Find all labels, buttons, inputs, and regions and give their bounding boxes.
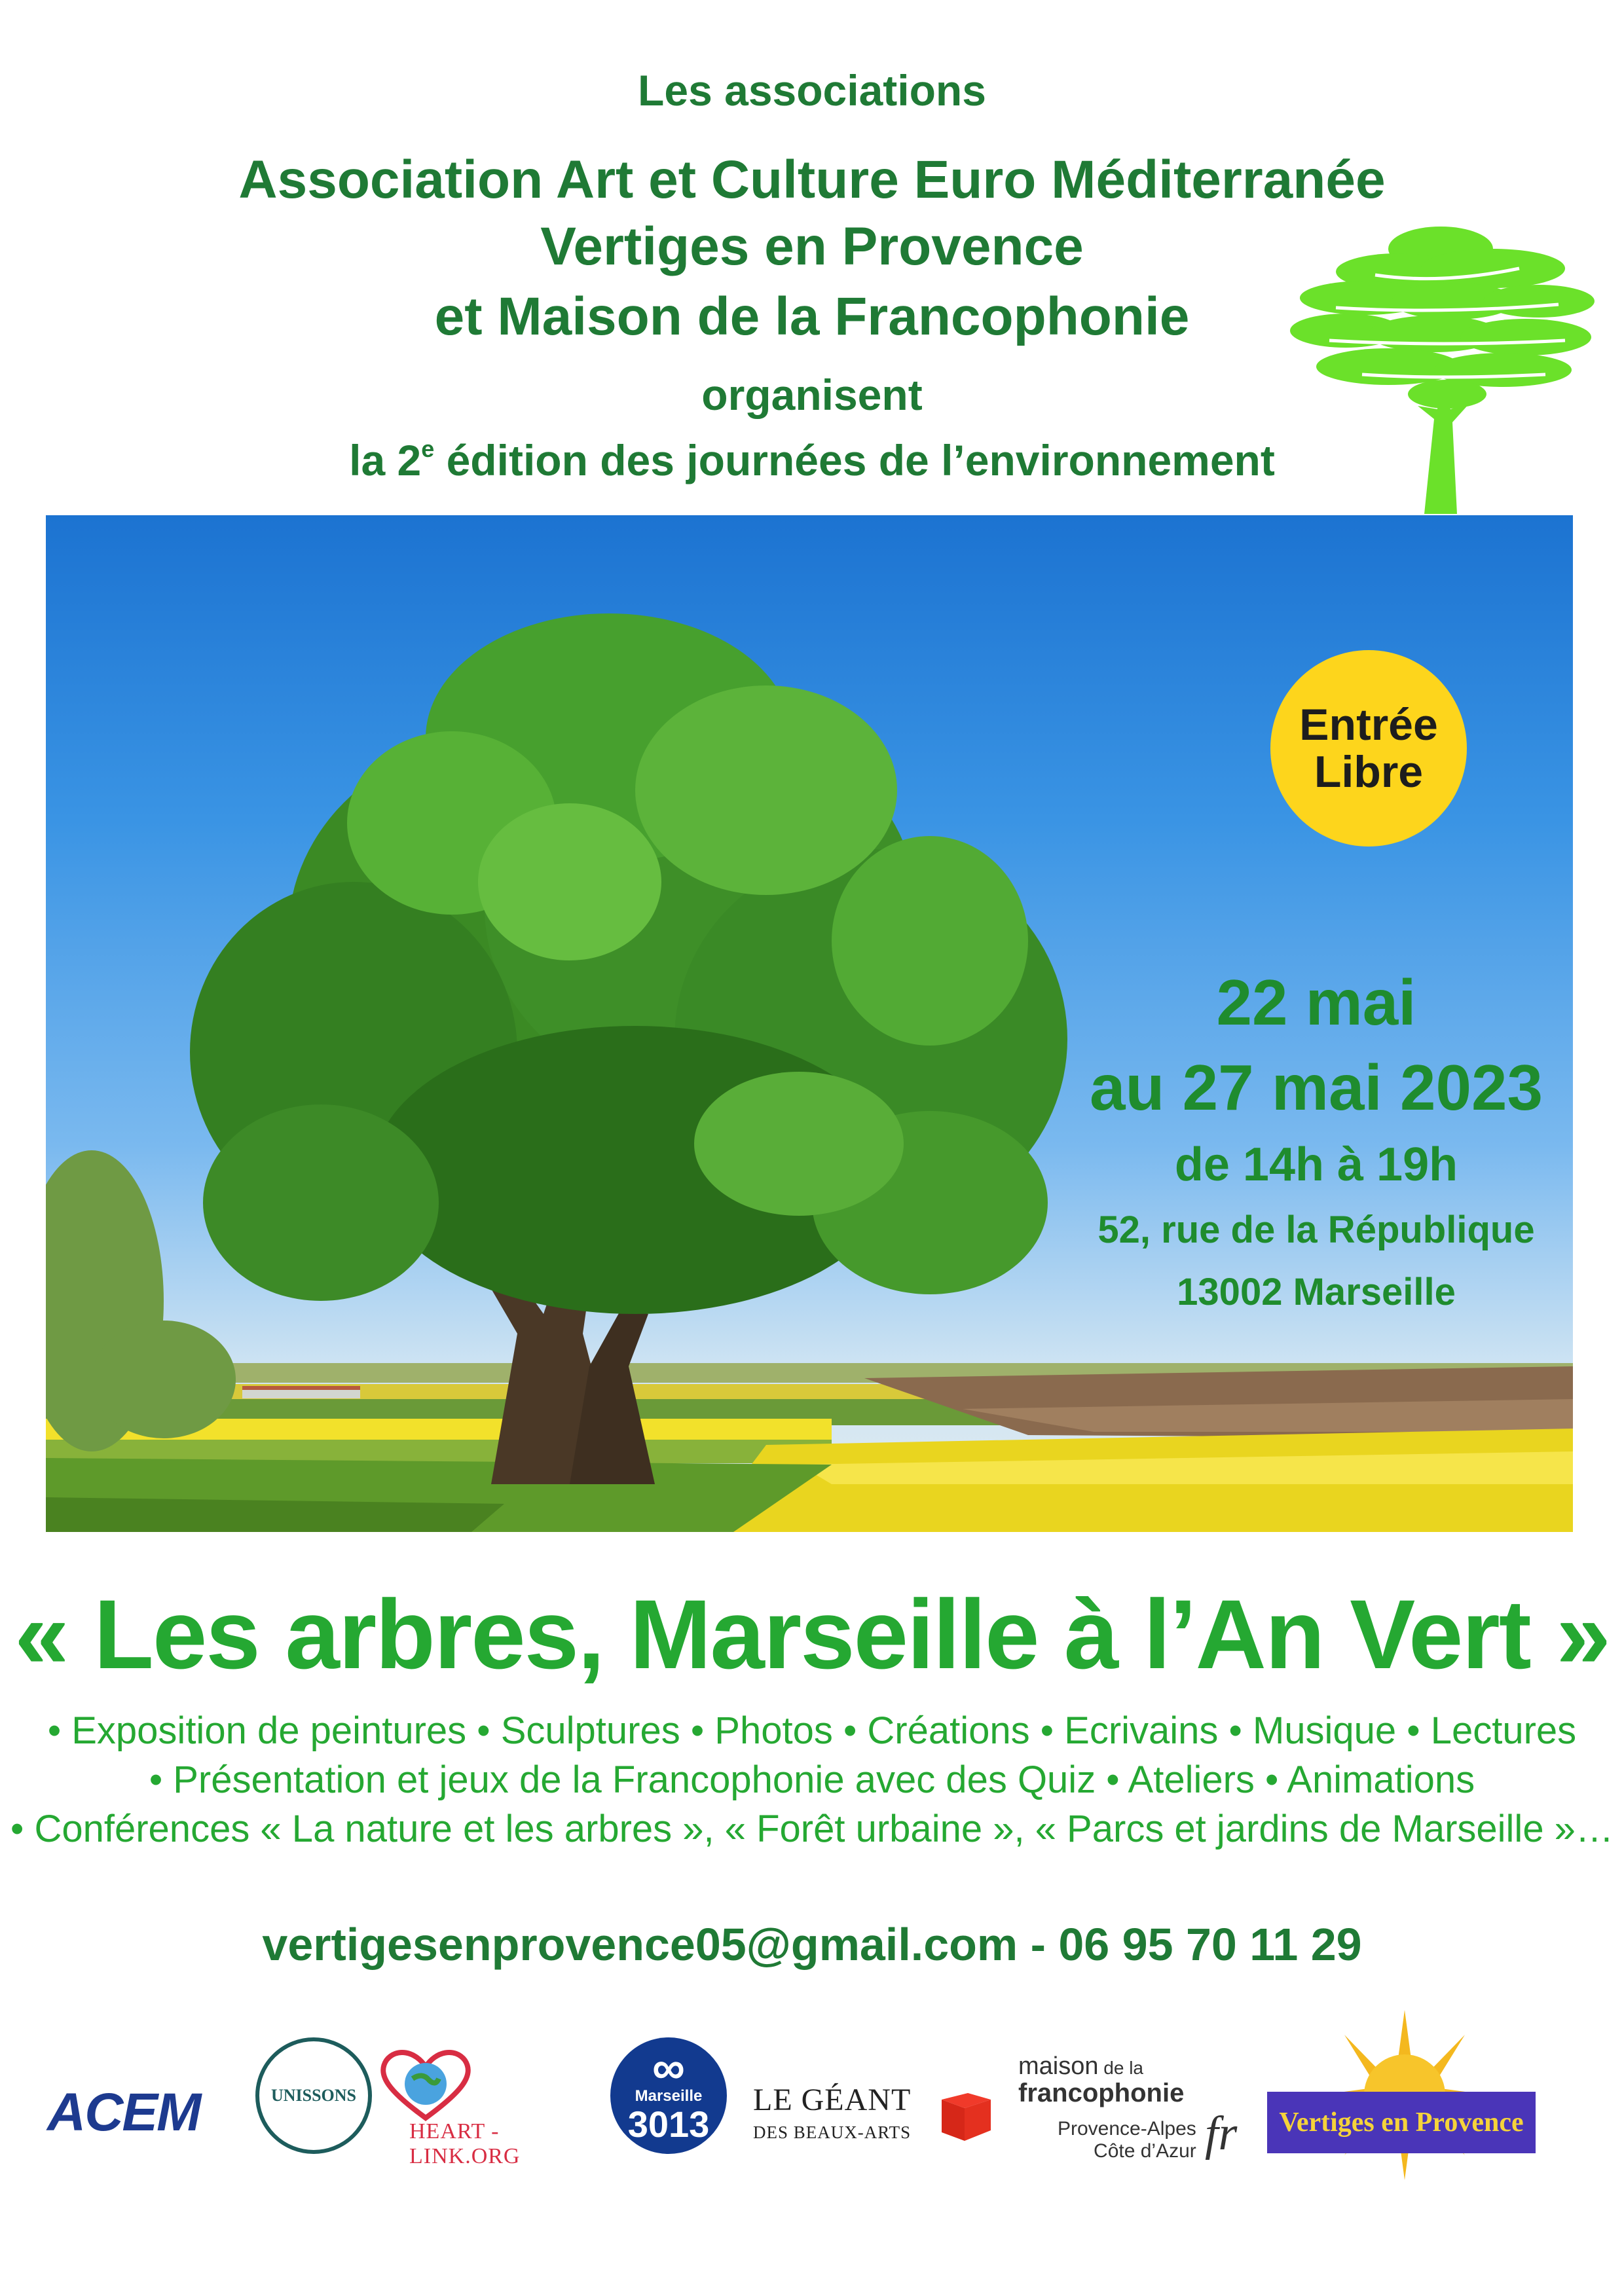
header-associations: Les associations: [638, 66, 986, 115]
marseille-3013-logo: [610, 2037, 727, 2154]
program-line: • Présentation et jeux de la Francophonie avec des Quiz • Ateliers • Animations: [149, 1758, 1475, 1801]
vertiges-en-provence-logo: [1261, 2010, 1549, 2180]
mf-logo-maison: maison de la: [1018, 2052, 1143, 2080]
header-organisent: organisent: [701, 371, 923, 419]
program-line: • Conférences « La nature et les arbres », « Forêt urbaine », « Parcs et jardins de Marseille »…: [10, 1808, 1614, 1850]
vertiges-banner: [1267, 2092, 1536, 2153]
free-entry-badge: [1270, 650, 1467, 847]
mf-logo-francophonie: francophonie: [1018, 2079, 1185, 2107]
vertiges-logo-text: Vertiges en Provence: [1279, 2107, 1524, 2138]
header-maison-francophonie: et Maison de la Francophonie: [434, 287, 1190, 346]
header-association-name: Association Art et Culture Euro Méditerranée: [238, 150, 1386, 210]
header-vertiges: Vertiges en Provence: [540, 217, 1084, 276]
main-title: « Les arbres, Marseille à l’An Vert »: [14, 1579, 1610, 1689]
heart-icon: [377, 2046, 475, 2124]
event-hours: de 14h à 19h: [1174, 1139, 1458, 1191]
heartlink-logo-text: HEART - LINK.ORG: [409, 2119, 521, 2168]
acem-logo-text: ACEM: [47, 2083, 200, 2142]
geant-logo-line2: DES BEAUX-ARTS: [753, 2123, 912, 2142]
heartlink-logo: [377, 2046, 606, 2177]
mf-logo-region: Provence-Alpes Côte d’Azur: [1058, 2118, 1196, 2162]
unissons-logo: [255, 2037, 372, 2154]
badge-line1: Entrée: [1299, 700, 1438, 750]
geant-beaux-arts-logo: [753, 2082, 989, 2154]
tree-icon: [1283, 223, 1598, 517]
maison-francophonie-logo: [1018, 2052, 1280, 2170]
acem-logo: [47, 2082, 237, 2144]
mf-logo-fr: fr: [1205, 2107, 1238, 2160]
geant-logo-line1: LE GÉANT: [753, 2083, 912, 2117]
program-line: • Exposition de peintures • Sculptures • Photos • Créations • Ecrivains • Musique • Lectures: [47, 1709, 1577, 1752]
marseille-3013-number: 3013: [627, 2104, 710, 2145]
cube-icon: [935, 2083, 994, 2142]
header-edition: la 2e édition des journées de l’environnement: [349, 435, 1275, 484]
event-street: 52, rue de la République: [1098, 1209, 1535, 1251]
event-date-end: au 27 mai 2023: [1090, 1051, 1543, 1123]
unissons-logo-text: UNISSONS: [270, 2086, 357, 2105]
contact-info: vertigesenprovence05@gmail.com - 06 95 70 11 29: [262, 1919, 1362, 1970]
infinity-icon: ∞: [652, 2042, 685, 2093]
marseille-3013-city: Marseille: [635, 2087, 703, 2105]
badge-line2: Libre: [1314, 747, 1424, 797]
event-city: 13002 Marseille: [1177, 1271, 1456, 1313]
event-date-start: 22 mai: [1216, 966, 1416, 1038]
